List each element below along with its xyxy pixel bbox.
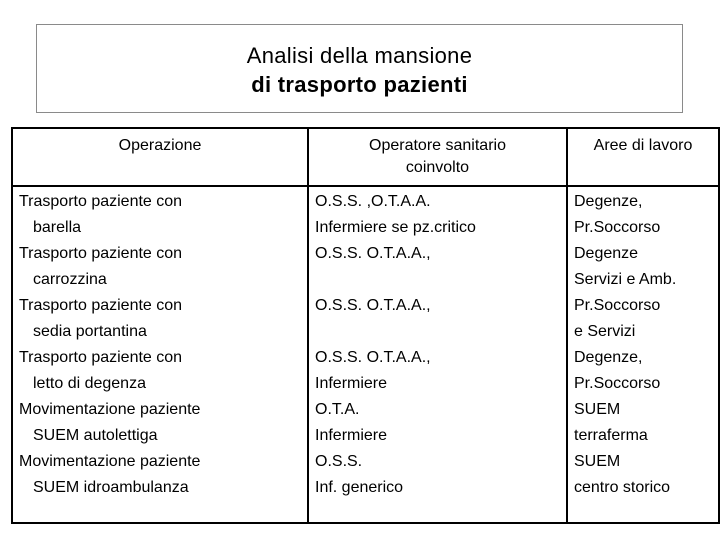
cell-aree: Degenze,: [574, 193, 643, 210]
cell-aree: e Servizi: [574, 323, 636, 340]
cell-operazione: SUEM autolettiga: [33, 427, 158, 444]
header-operazione-text: Operazione: [118, 137, 202, 154]
title-line-2: di trasporto pazienti: [251, 72, 468, 97]
cell-operazione: Trasporto paziente con: [19, 349, 183, 366]
cell-operazione: barella: [33, 219, 82, 236]
header-operazione: [13, 135, 307, 157]
header-operatore: [309, 135, 566, 179]
cell-aree: Servizi e Amb.: [574, 271, 677, 288]
cell-operazione: Trasporto paziente con: [19, 245, 183, 262]
cell-operatore: O.S.S. O.T.A.A.,: [315, 245, 431, 262]
cell-aree: terraferma: [574, 427, 648, 444]
cell-operatore: O.S.S. O.T.A.A.,: [315, 297, 431, 314]
header-aree: [568, 135, 718, 157]
cell-operatore: [315, 267, 476, 293]
column-aree: [574, 189, 676, 501]
cell-operatore: O.S.S. O.T.A.A.,: [315, 349, 431, 366]
cell-operazione: Movimentazione paziente: [19, 453, 201, 470]
cell-aree: centro storico: [574, 479, 671, 496]
title-box: [36, 24, 683, 113]
cell-aree: Pr.Soccorso: [574, 219, 661, 236]
cell-aree: Degenze,: [574, 349, 643, 366]
cell-operatore: [315, 319, 476, 345]
cell-operazione: letto di degenza: [33, 375, 146, 392]
cell-operazione: sedia portantina: [33, 323, 147, 340]
cell-operatore: O.S.S. ,O.T.A.A.: [315, 193, 431, 210]
cell-operazione: Movimentazione paziente: [19, 401, 201, 418]
cell-operatore: Infermiere: [315, 427, 388, 444]
header-aree-text: Aree di lavoro: [593, 137, 693, 154]
cell-operatore: O.T.A.: [315, 401, 360, 418]
column-divider: [566, 129, 568, 522]
cell-aree: Degenze: [574, 245, 639, 262]
column-operazione: [19, 189, 200, 501]
cell-operazione: Trasporto paziente con: [19, 297, 183, 314]
title-line-1: Analisi della mansione: [246, 43, 473, 68]
cell-operazione: SUEM idroambulanza: [33, 479, 189, 496]
column-operatore: [315, 189, 476, 501]
cell-aree: SUEM: [574, 453, 621, 470]
cell-aree: Pr.Soccorso: [574, 297, 661, 314]
cell-operatore: O.S.S.: [315, 453, 363, 470]
cell-operazione: carrozzina: [33, 271, 107, 288]
cell-operatore: Inf. generico: [315, 479, 404, 496]
header-divider: [13, 185, 718, 187]
cell-aree: Pr.Soccorso: [574, 375, 661, 392]
mansioni-table: [11, 127, 720, 524]
header-operatore-line-2: coinvolto: [405, 159, 470, 176]
column-divider: [307, 129, 309, 522]
cell-aree: SUEM: [574, 401, 621, 418]
header-operatore-line-1: Operatore sanitario: [369, 137, 506, 154]
cell-operazione: Trasporto paziente con: [19, 193, 183, 210]
cell-operatore: Infermiere se pz.critico: [315, 219, 476, 236]
cell-operatore: Infermiere: [315, 375, 388, 392]
